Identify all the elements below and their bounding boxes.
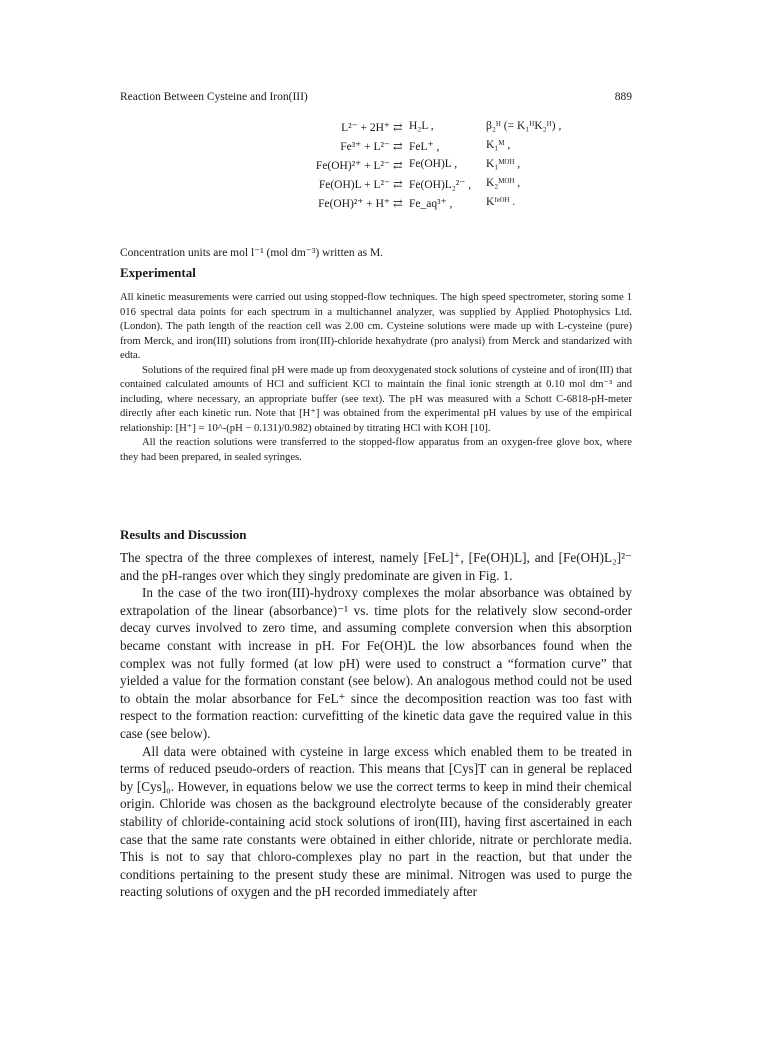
equation-constant: K₂ᴹᴼᴴ , [486,177,521,189]
equilibrium-arrow: ⇄ [393,160,403,172]
equation-constant: Kᶠᵉᴼᴴ . [486,196,516,208]
equation-lhs: Fe(OH)²⁺ + H⁺ [318,198,390,210]
results-body [120,549,632,901]
equation-lhs: Fe(OH)²⁺ + L²⁻ [315,160,390,172]
equation-row [228,196,648,215]
equation-rhs: H₂L , [409,120,434,132]
paragraph: In the case of the two iron(III)-hydroxy complexes the molar absorbance was obtained by extrapolation of the linear (absorbance)⁻¹ vs. time plots for the relatively slow second-order decay curves involved to zero time, and assuming complete conversion when this absorption became constant with increase in pH. For Fe(OH)L the low absorbances found when the complex was not fully formed (at low pH) were used to construct a “formation curve” that yielded a value for the formation constant (see below). An analogous method could not be used to obtain the molar absorbance for FeL⁺ since the decomposition reaction was too fast with respect to the formation reaction: curvefitting of the kinetic data gave the required value in this case (see below). [120,585,632,741]
equation-rhs: Fe(OH)L₂²⁻ , [409,179,472,191]
equation-row [228,120,648,139]
equation-rhs: Fe_aq³⁺ , [409,198,453,210]
equation-row [228,158,648,177]
equation-row [228,177,648,196]
equilibrium-arrow: ⇄ [393,179,403,191]
section-heading-experimental: Experimental [120,265,196,280]
equation-constant: β₂ᴴ (= K₁ᴴK₂ᴴ) , [486,120,562,132]
equation-row [228,139,648,158]
paragraph: All kinetic measurements were carried out using stopped-flow techniques. The high speed spectrometer, storing some 1 016 spectral data points for each spectrum in a multichannel analyzer, was supplied by Applied Photophysics Ltd. (London). The path length of the reaction cell was 2.00 cm. Cysteine solutions were made up with L-cysteine (pure) from Merck, and iron(III) solutions from iron(III)-chloride hexahydrate (pro analysi) from Merck and standarized with edta. [120,292,632,361]
equilibria-list [228,120,648,215]
equation-lhs: Fe³⁺ + L²⁻ [340,141,390,153]
experimental-body [120,291,632,465]
running-header [120,91,632,105]
section-heading-results: Results and Discussion [120,527,247,542]
equilibrium-arrow: ⇄ [393,122,403,134]
equation-lhs: Fe(OH)L + L²⁻ [318,179,390,191]
paragraph: The spectra of the three complexes of interest, namely [FeL]⁺, [Fe(OH)L], and [Fe(OH)L₂]²⁻ and the pH-ranges over which they singly predominate are given in Fig. 1. [120,550,632,583]
equation-rhs: FeL⁺ , [409,141,440,153]
concentration-note: Concentration units are mol l⁻¹ (mol dm⁻³) written as M. [120,247,384,259]
equation-constant: K₁ᴹ , [486,139,511,151]
equation-lhs: L²⁻ + 2H⁺ [341,122,390,134]
paragraph: All data were obtained with cysteine in large excess which enabled them to be treated in terms of reduced pseudo-orders of reaction. This means that [Cys]T can in general be replaced by [Cys]₀. However, in equations below we use the correct terms to keep in mind their chemical origin. Chloride was chosen as the background electrolyte because of the considerably greater stability of chloride-containing acid stock solutions of iron(III), having first ascertained in each case that the same rate constants were obtained in either chloride, nitrate or perchlorate media. This is not to say that chloro-complexes play no part in the reaction, but that under the conditions pertaining to the present study these are minimal. Nitrogen was used to purge the reacting solutions of oxygen and the pH recorded immediately after [120,743,632,900]
paragraph: All the reaction solutions were transferred to the stopped-flow apparatus from an oxygen-free glove box, where they had been prepared, in sealed syringes. [120,437,632,463]
running-title: Reaction Between Cysteine and Iron(III) [120,91,308,103]
page-number: 889 [614,91,632,103]
equation-constant: K₁ᴹᴼᴴ , [486,158,521,170]
paragraph: Solutions of the required final pH were made up from deoxygenated stock solutions of cysteine and of iron(III) that contained calculated amounts of HCl and sufficient KCl to maintain the final ionic strength at 0.10 mol dm⁻³ and including, where necessary, an appropriate buffer (see text). The pH was measured with a Schott C-6818-pH-meter directly after each kinetic run. Note that [H⁺] was obtained from the experimental pH values by use of the empirical relationship: [H⁺] = 10^-(pH − 0.131)/0.982) obtained by titrating HCl with KOH [10]. [120,364,632,434]
equilibrium-arrow: ⇄ [393,198,403,210]
equilibrium-arrow: ⇄ [393,141,403,153]
equation-rhs: Fe(OH)L , [409,158,458,170]
